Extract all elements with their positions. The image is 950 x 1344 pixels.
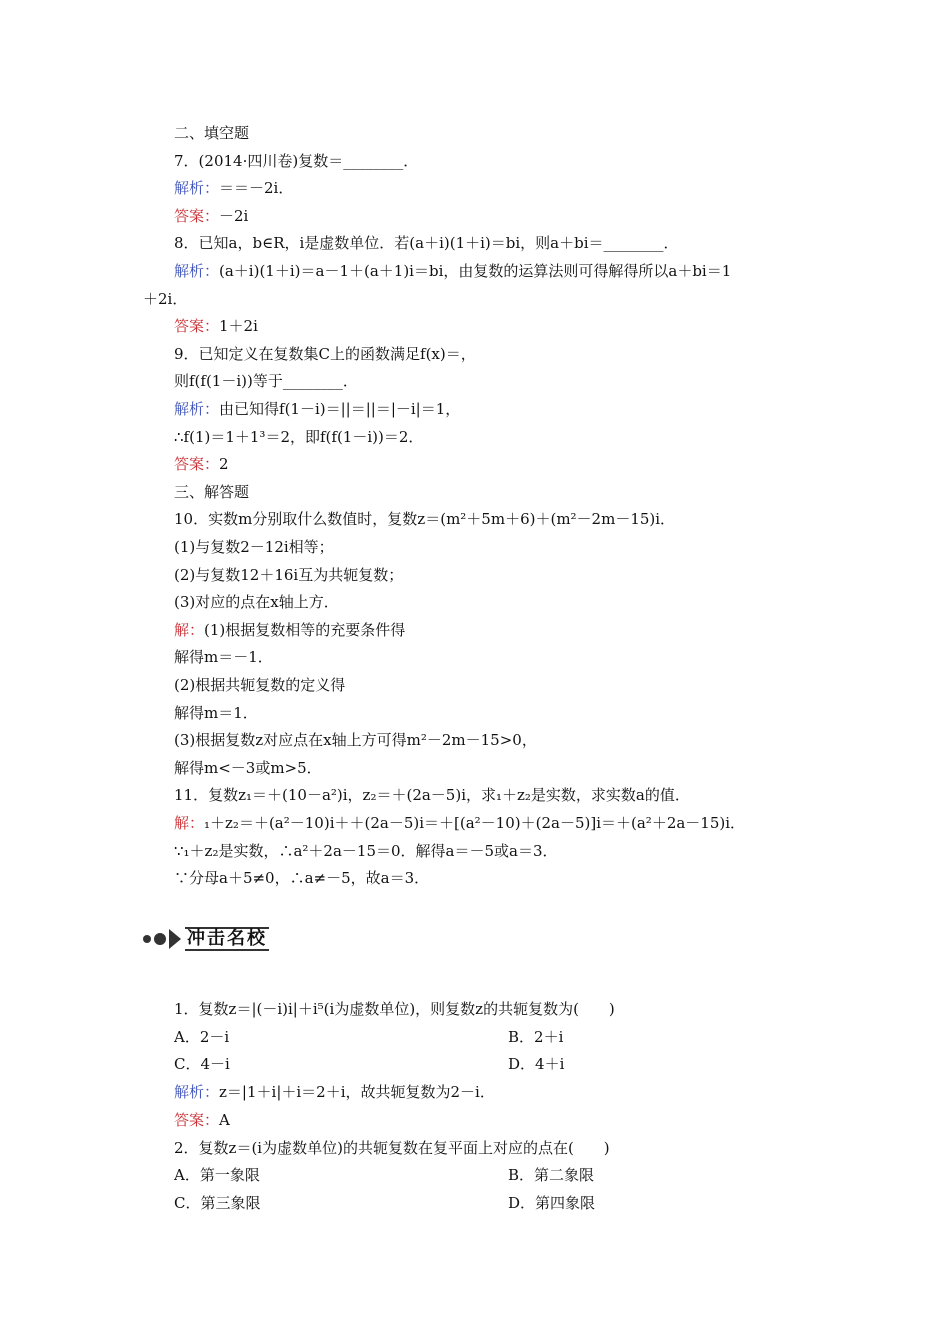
line-text: ∴f(1)＝1＋1³＝2，即f(f(1－i))＝2． — [174, 427, 424, 446]
line-text: －2i — [219, 206, 249, 225]
answer-label: 答案： — [174, 317, 220, 336]
section1-line — [174, 592, 339, 612]
line-text: z＝|1＋i|＋i＝2＋i，故共轭复数为2－i． — [219, 1083, 495, 1102]
option-right: D．4＋i — [508, 1055, 565, 1074]
line-text: 1．复数z＝|(－i)i|＋i⁵(i为虚数单位)，则复数z的共轭复数为( ) — [174, 1000, 615, 1018]
section1-line — [174, 675, 345, 695]
answer-label: 解： — [174, 814, 205, 832]
section1-line — [174, 482, 249, 502]
line-text: ∵分母a＋5≠0，∴a≠－5，故a＝3． — [174, 869, 430, 888]
line-text: 则f(f(1－i))等于________． — [174, 372, 358, 391]
line-text: (3)对应的点在x轴上方． — [174, 593, 339, 612]
section1-line — [174, 371, 358, 391]
section1-line — [174, 233, 679, 253]
line-text: 2 — [219, 455, 229, 474]
line-text: 7．(2014·四川卷)复数＝________． — [174, 151, 419, 170]
line-text: 三、解答题 — [174, 482, 250, 501]
line-text: ＝＝－2i． — [219, 179, 294, 198]
line-text: (3)根据复数z对应点在x轴上方可得m²－2m－15>0， — [174, 731, 537, 750]
section1-line — [174, 261, 731, 281]
section2-line — [174, 1110, 230, 1130]
arrow-right-icon — [169, 929, 181, 949]
line-text: (2)根据共轭复数的定义得 — [174, 676, 346, 694]
line-text: C．4－i — [174, 1055, 230, 1074]
analysis-label: 解析： — [174, 262, 220, 280]
section1-line — [174, 537, 334, 557]
section1-line — [174, 509, 675, 529]
section1-line — [174, 813, 745, 833]
section1-line — [174, 454, 229, 474]
analysis-label: 解析： — [174, 400, 220, 418]
line-text: (1)根据复数相等的充要条件得 — [204, 620, 406, 639]
line-text: (a＋i)(1＋i)＝a－1＋(a＋1)i＝bi，由复数的运算法则可得解得所以a＋bi＝1 — [219, 262, 732, 280]
line-text: 二、填空题 — [174, 124, 250, 142]
bullet-dot-large-icon — [154, 933, 166, 945]
section1-line — [174, 565, 403, 585]
analysis-label: 解析： — [174, 179, 220, 198]
section2-line — [174, 1165, 260, 1185]
option-right: B．第二象限 — [508, 1166, 595, 1185]
section1-line — [174, 785, 690, 805]
section1-line — [174, 841, 558, 861]
line-text: A — [219, 1110, 230, 1129]
section1-line — [174, 206, 248, 226]
section1-line — [174, 730, 537, 750]
section1-line — [174, 703, 258, 723]
section2-line — [174, 1138, 610, 1158]
section2-line — [174, 1027, 229, 1047]
line-text: (2)与复数12＋16i互为共轭复数； — [174, 565, 404, 584]
option-right: B．2＋i — [508, 1027, 564, 1046]
line-text: 1＋2i — [219, 317, 258, 336]
section1-line — [174, 151, 418, 171]
section2-line — [174, 999, 615, 1019]
answer-label: 答案： — [174, 1110, 220, 1129]
section1-line — [174, 344, 476, 364]
line-text: 解得m＝－1． — [174, 648, 273, 667]
line-text: ₁＋z₂＝＋(a²－10)i＋＋(2a－5)i＝＋[(a²－10)＋(2a－5)]i＝＋(a²＋2a－15)i． — [204, 814, 746, 832]
line-text: 9．已知定义在复数集C上的函数满足f(x)＝， — [174, 344, 476, 363]
line-text: 2．复数z＝(i为虚数单位)的共轭复数在复平面上对应的点在( ) — [174, 1138, 610, 1157]
section1-line — [174, 758, 322, 778]
section1-line — [174, 620, 405, 640]
analysis-label: 解析： — [174, 1083, 220, 1102]
answer-label: 答案： — [174, 455, 220, 474]
section2-line — [174, 1054, 230, 1074]
section1-line — [174, 399, 460, 419]
section2-line — [174, 1193, 260, 1213]
banner-title: 冲击名校 — [187, 928, 267, 949]
line-text: ∵₁＋z₂是实数，∴a²＋2a－15＝0．解得a＝－5或a＝3． — [174, 841, 558, 860]
section1-line — [143, 289, 187, 309]
section-banner — [143, 928, 269, 950]
line-text: A．2－i — [174, 1027, 230, 1046]
line-text: ＋2i． — [143, 289, 188, 308]
line-text: 8．已知a，b∈R，i是虚数单位．若(a＋i)(1＋i)＝bi，则a＋bi＝________． — [174, 234, 679, 253]
bullet-dot-small-icon — [143, 935, 151, 943]
section1-line — [174, 316, 258, 336]
section1-line — [174, 427, 423, 447]
line-text: 解得m＝1． — [174, 703, 258, 722]
section1-line — [174, 868, 429, 888]
line-text: A．第一象限 — [174, 1166, 260, 1185]
line-text: 10．实数m分别取什么数值时，复数z＝(m²＋5m＋6)＋(m²－2m－15)i． — [174, 510, 676, 529]
line-text: (1)与复数2－12i相等； — [174, 538, 334, 556]
section2-line — [174, 1082, 495, 1102]
answer-label: 答案： — [174, 206, 220, 225]
line-text: 由已知得f(1－i)＝||＝||＝|－i|＝1， — [219, 400, 461, 418]
section1-line — [174, 647, 273, 667]
answer-label: 解： — [174, 620, 205, 639]
line-text: C．第三象限 — [174, 1193, 261, 1212]
line-text: 解得m<－3或m>5． — [174, 758, 322, 777]
option-right: D．第四象限 — [508, 1193, 596, 1212]
section1-line — [174, 178, 293, 198]
section1-line — [174, 123, 249, 143]
line-text: 11．复数z₁＝＋(10－a²)i，z₂＝＋(2a－5)i，求₁＋z₂是实数，求实数a的值． — [174, 786, 690, 805]
